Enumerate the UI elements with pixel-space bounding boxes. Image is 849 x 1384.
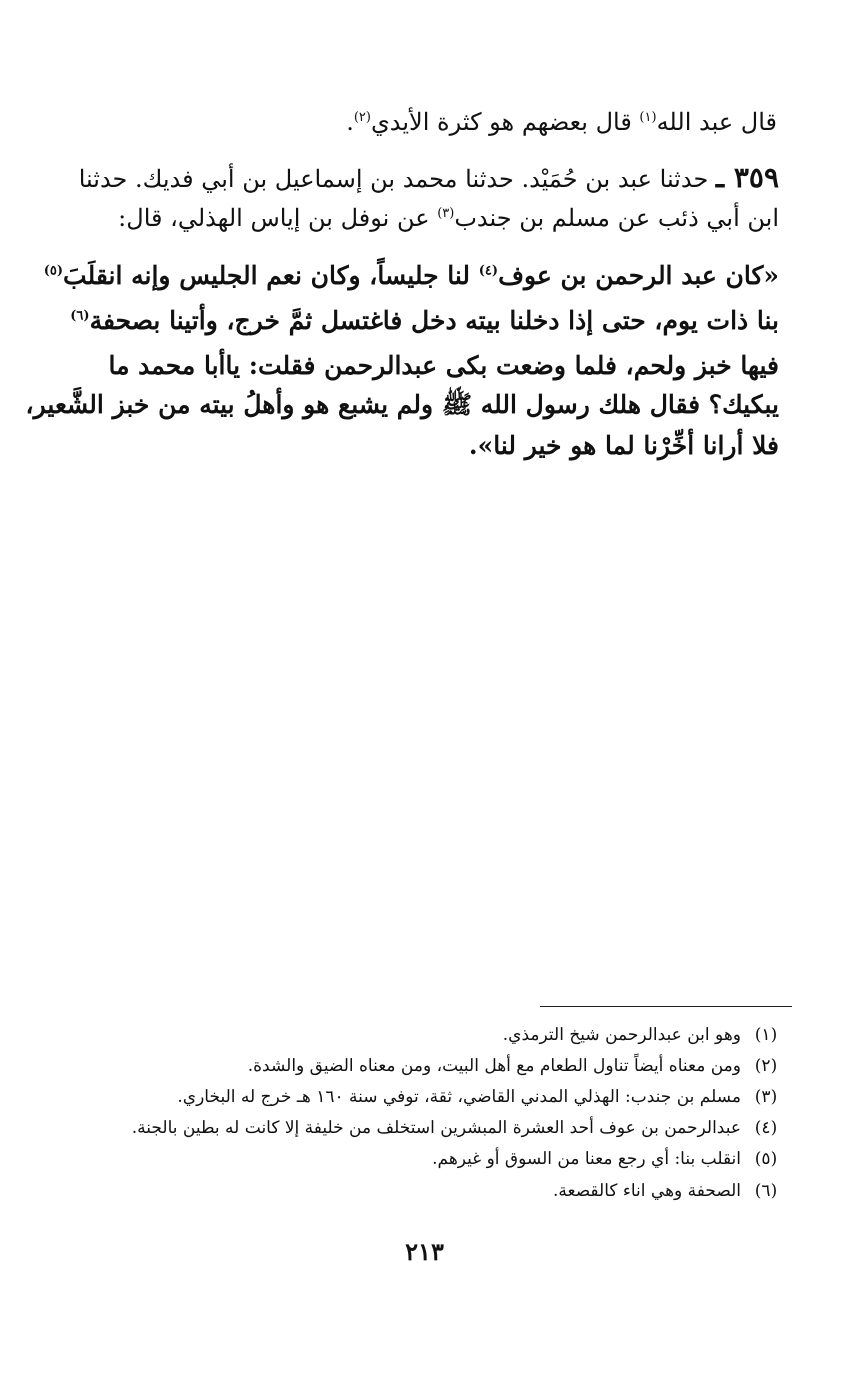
hadith-text-line-5: فلا أرانا أخِّرْنا لما هو خير لنا».	[468, 431, 779, 460]
hadith-text-line-1: «كان عبد الرحمن بن عوف$^{(٤)}$ لنا جليساً، وكان نعم الجليس وإنه انقلَبَ$^{(٥)}$	[43, 261, 779, 290]
text-line-1: قال عبد الله$^{(١)}$ قال بعضهم هو كثرة الأيدي$^{(٢)}$.	[346, 108, 777, 136]
footnote-5	[80, 1146, 791, 1172]
footnote-number: (١)	[754, 1025, 778, 1045]
footnote-1	[80, 1022, 791, 1048]
footnote-number: (٤)	[754, 1118, 778, 1138]
footnote-ref-5: (٥)	[43, 263, 64, 279]
footnote-text: الصحفة وهي اناء كالقصعة.	[552, 1181, 741, 1201]
footnote-number: (٥)	[754, 1149, 778, 1169]
footnote-divider	[540, 1006, 792, 1007]
footnote-text: ومن معناه أيضاً تناول الطعام مع أهل البيت، ومن معناه الضيق والشدة.	[247, 1056, 741, 1076]
footnote-ref-4: (٤)	[478, 263, 499, 279]
footnote-ref-3: (٣)	[437, 206, 455, 221]
footnote-text: عبدالرحمن بن عوف أحد العشرة المبشرين استخلف من خليفة إلا كانت له بطين بالجنة.	[131, 1118, 741, 1138]
footnote-ref-1: (١)	[639, 110, 657, 125]
footnote-ref-2: (٢)	[353, 110, 371, 125]
page-number: ٢١٣	[405, 1237, 444, 1266]
footnote-2	[80, 1053, 791, 1079]
footnote-text: مسلم بن جندب: الهذلي المدني القاضي، ثقة، توفي سنة ١٦٠ هـ خرج له البخاري.	[177, 1087, 741, 1107]
footnote-text: انقلب بنا: أي رجع معنا من السوق أو غيرهم.	[432, 1149, 741, 1169]
hadith-number: ٣٥٩ ـ	[715, 161, 779, 194]
hadith-text-line-2: بنا ذات يوم، حتى إذا دخلنا بيته دخل فاغتسل ثمَّ خرج، وأتينا بصحفة$^{(٦)}$	[70, 306, 779, 335]
footnote-number: (٢)	[754, 1056, 778, 1076]
footnote-3	[80, 1084, 791, 1110]
footnote-6	[80, 1178, 791, 1204]
footnote-ref-6: (٦)	[70, 308, 90, 324]
footnote-number: (٣)	[754, 1087, 778, 1107]
footnote-4	[80, 1115, 791, 1141]
footnote-number: (٦)	[754, 1181, 778, 1201]
footnote-text: وهو ابن عبدالرحمن شيخ الترمذي.	[502, 1025, 741, 1045]
hadith-text-line-3: فيها خبز ولحم، فلما وضعت بكى عبدالرحمن فقلت: ياأبا محمد ما	[108, 351, 779, 380]
text-line-3: ابن أبي ذئب عن مسلم بن جندب$^{(٣)}$ عن نوفل بن إياس الهذلي، قال:	[118, 204, 779, 232]
text-line-2: ٣٥٩ ـ حدثنا عبد بن حُمَيْد. حدثنا محمد بن إسماعيل بن أبي فديك. حدثنا	[78, 161, 779, 194]
hadith-text-line-4: يبكيك؟ فقال هلك رسول الله ﷺ ولم يشبع هو وأهلُ بيته من خبز الشَّعير،	[25, 390, 779, 419]
